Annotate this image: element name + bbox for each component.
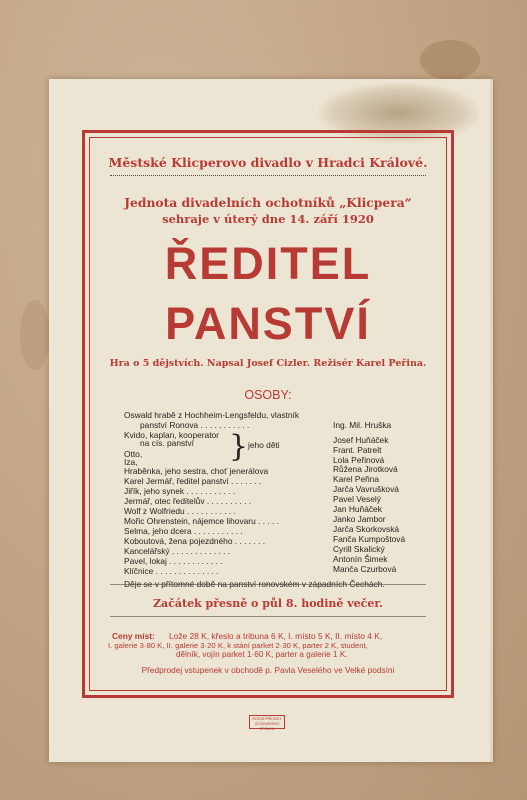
cast-role: Selma, jeho dcera . . . . . . . . . . . (124, 526, 243, 536)
board-stain (20, 300, 50, 370)
title-line-1: ŘEDITEL (164, 238, 372, 289)
cast-role: na cís. panství (140, 438, 194, 448)
prices-line-3: dělník, vojín parket 1·60 K, parter a galerie 1 K. (176, 650, 348, 659)
cast-actor: Antonín Šimek (333, 554, 388, 564)
cast-role: Mořic Ohrenstein, nájemce lihovaru . . . . . (124, 516, 279, 526)
start-time: Začátek přesně o půl 8. hodině večer. (153, 597, 383, 610)
cast-role: Karel Jermář, ředitel panství . . . . . . . (124, 476, 262, 486)
cast-role: Iza, (124, 457, 138, 467)
cast-actor: Manča Czurbová (333, 564, 397, 574)
brace-glyph: } (229, 429, 249, 464)
cast-role: Jiřík, jeho synek . . . . . . . . . . . (124, 486, 236, 496)
cast-role: Jermář, otec ředitelův . . . . . . . . . . (124, 496, 252, 506)
board-stain (420, 40, 480, 80)
company-line: Jednota divadelních ochotníků „Klicpera“ (124, 195, 412, 210)
cast-role: Otto, (124, 449, 143, 459)
cast-actor: Jan Huňáček (333, 504, 382, 514)
presale-line: Předprodej vstupenek v obchodě p. Pavla Veselého ve Velké podsíni (141, 665, 395, 675)
cast-actor: Janko Jambor (333, 514, 386, 524)
cast-actor: Růžena Jirotková (333, 464, 398, 474)
divider (110, 175, 426, 176)
cast-role: Hraběnka, jeho sestra, choť jenerálova (124, 466, 269, 476)
cast-actor: Frant. Patrelt (333, 445, 382, 455)
cast-role: Kvido, kaplan, kooperator (124, 430, 219, 440)
prices-line-2: I. galerie 3·80 K, II. galerie 3·20 K, k stání parket 2·30 K, parter 2 K, student, (108, 641, 368, 650)
cast-role: Koboutová, žena pojezdného . . . . . . . (124, 536, 266, 546)
cast-role: panství Ronova . . . . . . . . . . . (140, 420, 250, 430)
printer-stamp: ROCNÍ PŘÍHODY VOJENSKÉHO SPOLKU (249, 715, 285, 729)
cast-role: Klíčnice . . . . . . . . . . . . . . (124, 566, 219, 576)
cast-role: Wolf z Wolfriedu . . . . . . . . . . . (124, 506, 236, 516)
divider (110, 584, 426, 585)
prices-line-1: Lože 28 K, křeslo a tribuna 6 K, I. místo 5 K, II. místo 4 K, (169, 631, 383, 641)
cast-role: Kancelářský . . . . . . . . . . . . . (124, 546, 231, 556)
credits-line: Hra o 5 dějstvích. Napsal Josef Cizler. Režisér Karel Peřina. (109, 358, 427, 369)
cast-actor: Jarča Vavrušková (333, 484, 399, 494)
cast-actor: Fanča Kumpoštová (333, 534, 406, 544)
setting-line: Děje se v přítomné době na panství ronovském v západních Čechách. (124, 579, 385, 589)
divider (110, 616, 426, 617)
cast-actor: Cyrill Skalický (333, 544, 385, 554)
jeho-deti-label: jeho děti (248, 440, 280, 450)
cast-role: Oswald hrabě z Hochheim-Lengsfeldu, vlastník (124, 410, 300, 420)
cast-actor: Josef Huňáček (333, 435, 389, 445)
date-line: sehraje v úterý dne 14. září 1920 (162, 212, 374, 226)
venue-heading: Městské Klicperovo divadlo v Hradci Králové. (108, 155, 428, 170)
cast-actor: Pavel Veselý (333, 494, 381, 504)
cast-heading: OSOBY: (244, 388, 292, 402)
title-line-2: PANSTVÍ (165, 298, 371, 349)
cast-actor: Lola Peřinová (333, 455, 385, 465)
cast-actor: Jarča Skorkovská (333, 524, 400, 534)
cast-role: Pavel, lokaj . . . . . . . . . . . . (124, 556, 223, 566)
cast-actor: Ing. Mil. Hruška (333, 420, 392, 430)
prices-label: Ceny míst: (112, 631, 155, 641)
cast-actor: Karel Peřina (333, 474, 380, 484)
